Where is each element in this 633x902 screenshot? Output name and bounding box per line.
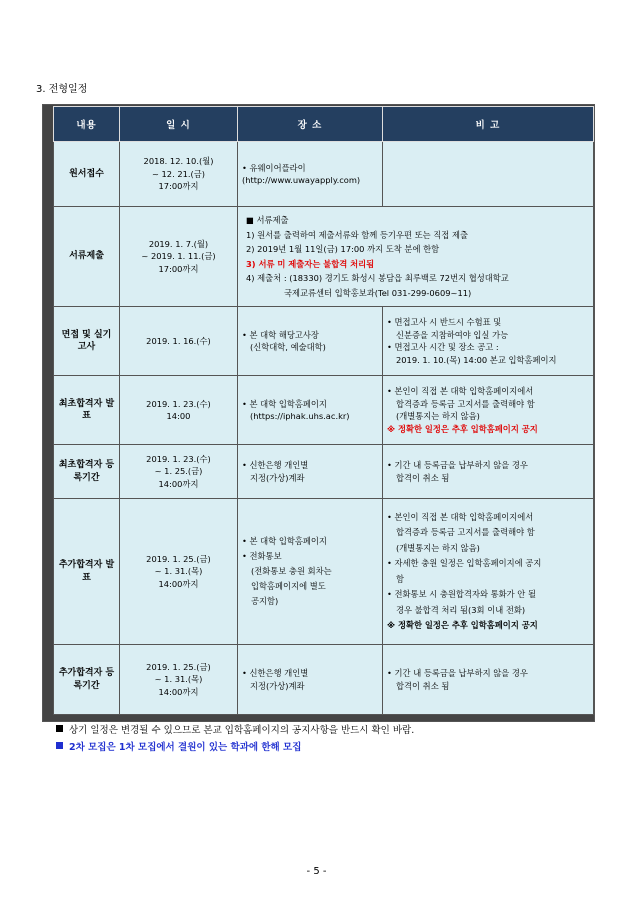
- row-category: 서류제출: [54, 207, 120, 307]
- footnotes: [56, 722, 414, 756]
- row-place: • 본 대학 해당고사장 (신학대학, 예술대학): [238, 307, 383, 376]
- table-row: [54, 142, 594, 207]
- header-place: 장 소: [238, 107, 383, 142]
- header-datetime: 일 시: [120, 107, 238, 142]
- table-row: [54, 445, 594, 499]
- row-place: • 본 대학 입학홈페이지 (https://iphak.uhs.ac.kr): [238, 376, 383, 445]
- table-header-row: [54, 107, 594, 142]
- row-category: 면접 및 실기고사: [54, 307, 120, 376]
- header-content: 내용: [54, 107, 120, 142]
- section-title: 3. 전형일정: [36, 84, 88, 95]
- row-remarks: • 본인이 직접 본 대학 입학홈페이지에서 합격증과 등록금 고지서를 출력해야 함 (개별통지는 하지 않음) • 자세한 충원 일정은 입학홈페이지에 공지 함 • 전화통보 시 충원합격자와 통화가 안 될 경우 불합격 처리 됨(3회 이내 전화) ※ 정확한 일정은 추후 입학홈페이지 공지: [383, 499, 594, 645]
- row-place: • 신한은행 개인별 지정(가상)계좌: [238, 645, 383, 715]
- footnote-item: 2차 모집은 1차 모집에서 결원이 있는 학과에 한해 모집: [56, 739, 414, 756]
- table-row: [54, 499, 594, 645]
- row-date: 2018. 12. 10.(월) ~ 12. 21.(금) 17:00까지: [120, 142, 238, 207]
- header-remarks: 비 고: [383, 107, 594, 142]
- footnote-item: 상기 일정은 변경될 수 있으므로 본교 입학홈페이지의 공지사항을 반드시 확인 바람.: [56, 722, 414, 739]
- row-date: 2019. 1. 23.(수) ~ 1. 25.(금) 14:00까지: [120, 445, 238, 499]
- square-bullet-icon: [56, 725, 63, 732]
- row-date: 2019. 1. 25.(금) ~ 1. 31.(목) 14:00까지: [120, 645, 238, 715]
- row-date: 2019. 1. 16.(수): [120, 307, 238, 376]
- row-category: 원서접수: [54, 142, 120, 207]
- row-category: 최초합격자 발표: [54, 376, 120, 445]
- table-row: [54, 645, 594, 715]
- row-category: 추가합격자 발표: [54, 499, 120, 645]
- row-place: • 본 대학 입학홈페이지 • 전화통보 (전화통보 충원 회차는 입학홈페이지에 별도 공지함): [238, 499, 383, 645]
- row-remarks: • 기간 내 등록금을 납부하지 않을 경우 합격이 취소 됨: [383, 645, 594, 715]
- row-date: 2019. 1. 23.(수) 14:00: [120, 376, 238, 445]
- schedule-table: [53, 106, 594, 715]
- square-bullet-icon: [56, 742, 63, 749]
- row-category: 추가합격자 등록기간: [54, 645, 120, 715]
- row-remarks: • 기간 내 등록금을 납부하지 않을 경우 합격이 취소 됨: [383, 445, 594, 499]
- row-place: • 유웨이어플라이 (http://www.uwayapply.com): [238, 142, 383, 207]
- table-row: [54, 376, 594, 445]
- row-category: 최초합격자 등록기간: [54, 445, 120, 499]
- row-date: 2019. 1. 25.(금) ~ 1. 31.(목) 14:00까지: [120, 499, 238, 645]
- row-remarks: [383, 142, 594, 207]
- row-remarks: • 면접고사 시 반드시 수험표 및 신분증을 지참하여야 입실 가능 • 면접고사 시간 및 장소 공고 : 2019. 1. 10.(목) 14:00 본교 입학홈페이지: [383, 307, 594, 376]
- page-number: - 5 -: [306, 866, 327, 877]
- row-date: 2019. 1. 7.(월) ~ 2019. 1. 11.(금) 17:00까지: [120, 207, 238, 307]
- table-row: [54, 207, 594, 307]
- row-merged-details: ■ 서류제출 1) 원서를 출력하여 제출서류와 함께 등기우편 또는 직접 제출 2) 2019년 1월 11일(금) 17:00 까지 도착 분에 한함 3) 서류 미 제출자는 불합격 처리됨 4) 제출처 : (18330) 경기도 화성시 봉담읍 최루백로 72번지 협성대학교 국제교류센터 입학홍보과(Tel 031-299-0609~11): [238, 207, 594, 307]
- row-place: • 신한은행 개인별 지정(가상)계좌: [238, 445, 383, 499]
- row-remarks: • 본인이 직접 본 대학 입학홈페이지에서 합격증과 등록금 고지서를 출력해야 함 (개별통지는 하지 않음) ※ 정확한 일정은 추후 입학홈페이지 공지: [383, 376, 594, 445]
- table-row: [54, 307, 594, 376]
